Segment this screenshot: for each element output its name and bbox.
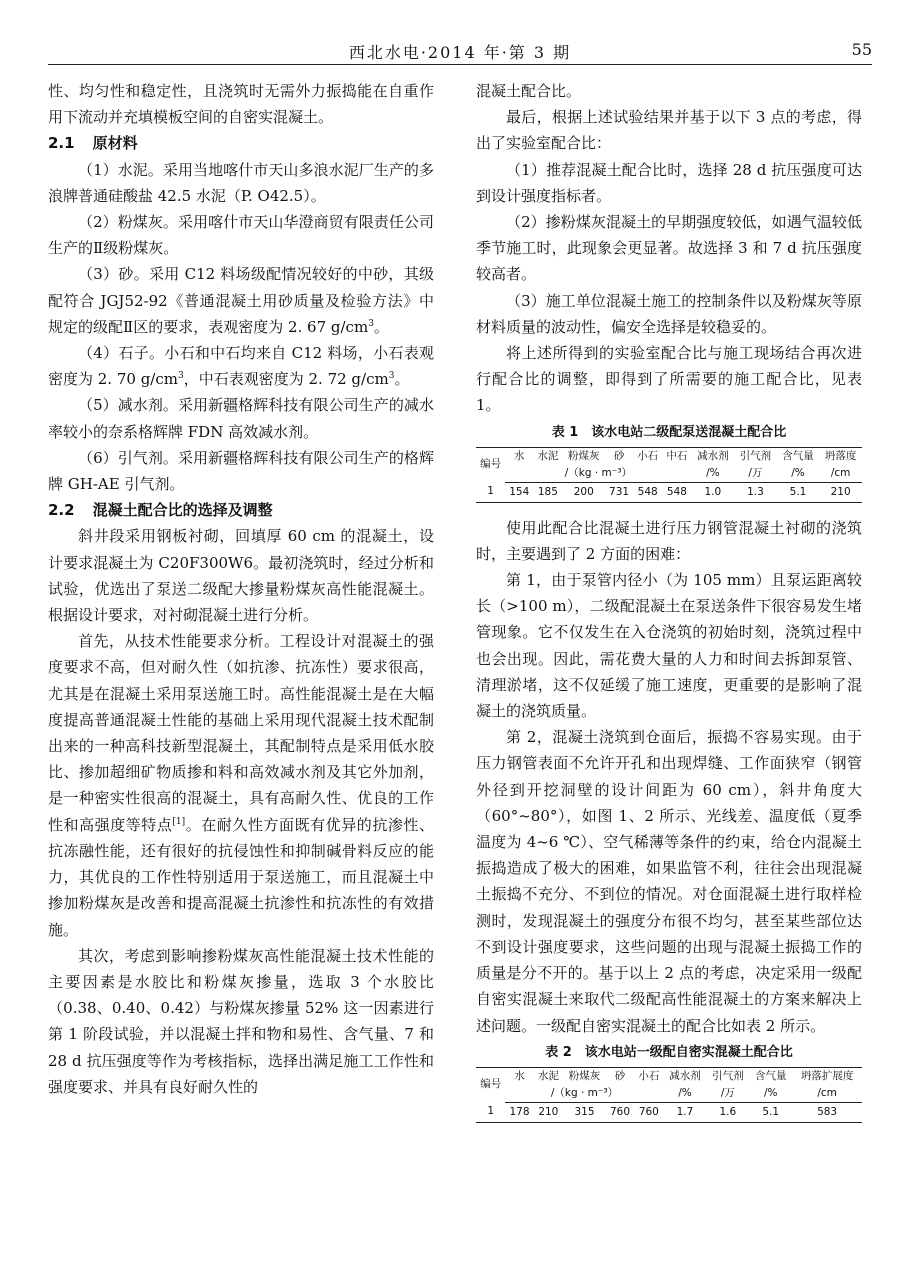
paragraph-text: 首先，从技术性能要求分析。工程设计对混凝土的强度要求不高，但对耐久性（如抗渗、抗冻性）要求很高，尤其是在混凝土采用泵送施工时。高性能混凝土是在大幅度提高普通混凝土性能的基础上采用现代混凝土技术配制出来的一种高科技新型混凝土，其配制特点是采用低水胶比、掺加超细矿物质掺和料和高效减水剂及其它外加剂，是一种密实性很高的混凝土，具有高耐久性、优良的工作性和高强度等特点 — [48, 632, 434, 834]
table-header-cell: 小石 — [634, 1067, 663, 1085]
superscript: 3 — [388, 371, 395, 382]
table-row — [476, 1102, 862, 1122]
table-cell: 583 — [792, 1102, 862, 1122]
table-header-cell: 含气量 — [777, 447, 820, 465]
table-cell: 210 — [819, 482, 862, 502]
paragraph: 将上述所得到的实验室配合比与施工现场结合再次进行配合比的调整，即得到了所需要的施工配合比，见表 1。 — [476, 344, 862, 415]
table-row — [476, 482, 862, 502]
paragraph: 第 1，由于泵管内径小（为 105 mm）且泵运距离较长（>100 m），二级配混凝土在泵送条件下很容易发生堵管现象。它不仅发生在入仓浇筑的初始时刻，浇筑过程中也会出现。因此，需花费大量的人力和时间去拆卸泵管、清理淤堵，这不仅延缓了施工速度，更重要的是影响了混凝土的浇筑质量。 — [476, 571, 862, 721]
table-header-cell: 编号 — [476, 447, 505, 482]
superscript: 3 — [177, 371, 184, 382]
table-caption: 表 1 该水电站二级配泵送混凝土配合比 — [551, 424, 787, 440]
table-unit-cell: /cm — [819, 465, 862, 483]
table-unit-cell: /% — [749, 1085, 792, 1103]
material-text: 。 — [373, 317, 389, 336]
table-cell: 1.7 — [664, 1102, 707, 1122]
material-text: （3）砂。采用 C12 料场级配情况较好的中砂，其级配符合 JGJ52-92《普通混凝土用砂质量及检验方法》中规定的级配Ⅱ区的要求，表观密度为 2. 67 g/cm — [48, 265, 434, 336]
table-cell: 210 — [534, 1102, 563, 1122]
table-header-cell: 粉煤灰 — [562, 447, 605, 465]
table-header-cell: 减水剂 — [692, 447, 735, 465]
table-cell: 315 — [563, 1102, 606, 1122]
journal-title: 西北水电·2014 年·第 3 期 — [348, 43, 572, 62]
left-column — [48, 78, 434, 1100]
paragraph-text: 。在耐久性方面既有优异的抗渗性、抗冻融性能，还有很好的抗侵蚀性和抑制碱骨料反应的能力，其优良的工作性特别适用于泵送施工，而且混凝土中掺加粉煤灰是改善和提高混凝土抗渗性和抗冻性的有效措施。 — [48, 815, 434, 939]
table-header-cell: 坍落扩展度 — [792, 1067, 862, 1085]
paragraph: 性、均匀性和稳定性，且浇筑时无需外力振捣能在自重作用下流动并充填模板空间的自密实混凝土。 — [48, 82, 434, 127]
material-item — [48, 261, 434, 340]
material-text: 。 — [394, 370, 410, 389]
paragraph: 斜井段采用钢板衬砌，回填厚 60 cm 的混凝土，设计要求混凝土为 C20F300W6。最初浇筑时，经过分析和试验，优选出了泵送二级配大掺量粉煤灰高性能混凝土。根据设计要求，对衬砌混凝土进行分析。 — [48, 527, 434, 625]
table-cell: 548 — [633, 482, 662, 502]
table-unit-cell: /% — [692, 465, 735, 483]
table-header-cell: 水泥 — [534, 1067, 563, 1085]
right-column — [476, 78, 862, 1135]
table-header-cell: 坍落度 — [819, 447, 862, 465]
table-unit-cell: /万 — [734, 465, 777, 483]
criterion-item: （2）掺粉煤灰混凝土的早期强度较低，如遇气温较低季节施工时，此现象会更显著。故选择 3 和 7 d 抗压强度较高者。 — [476, 213, 862, 284]
page-number: 55 — [851, 40, 872, 59]
section-number: 2.1 — [48, 134, 75, 153]
table-unit-cell: /% — [664, 1085, 707, 1103]
section-title: 原材料 — [92, 134, 138, 153]
table-unit-cell: /cm — [792, 1085, 862, 1103]
table-cell: 1.3 — [734, 482, 777, 502]
table-cell: 200 — [562, 482, 605, 502]
table-cell: 185 — [533, 482, 562, 502]
table-cell: 760 — [606, 1102, 634, 1122]
table-header-cell: 砂 — [605, 447, 633, 465]
table-cell: 548 — [662, 482, 691, 502]
material-item: （1）水泥。采用当地喀什市天山多浪水泥厂生产的多浪牌普通硅酸盐 42.5 水泥（P. O42.5）。 — [48, 160, 434, 205]
paragraph — [48, 628, 434, 942]
table-header-cell: 中石 — [662, 447, 691, 465]
table-header-cell: 减水剂 — [664, 1067, 707, 1085]
table-caption: 表 2 该水电站一级配自密实混凝土配合比 — [545, 1044, 793, 1060]
table-header-cell: 小石 — [633, 447, 662, 465]
paragraph: 使用此配合比混凝土进行压力钢管混凝土衬砌的浇筑时，主要遇到了 2 方面的困难： — [476, 518, 862, 563]
table-unit-row — [476, 1085, 862, 1103]
section-heading — [48, 130, 434, 156]
paragraph: 第 2，混凝土浇筑到仓面后，振捣不容易实现。由于压力钢管表面不允许开孔和出现焊缝、工作面狭窄（钢管外径到开挖洞壁的设计间距为 60 cm），斜井角度大（60°~80°），如图 1、2 所示、光线差、温度低（夏季温度为 4~6 ℃）、空气稀薄等条件的约束，给仓内混凝土振捣造成了极大的困难，如果监管不利，往往会出现混凝土振捣不充分、不到位的情况。对仓面混凝土进行取样检测时，发现混凝土的强度分布很不均匀，甚至某些部位达不到设计强度要求，这些问题的出现与混凝土振捣工作的质量是分不开的。基于以上 2 点的考虑，决定采用一级配自密实混凝土来取代二级配高性能混凝土的方案来解决上述问题。一级配自密实混凝土的配合比如表 2 所示。 — [476, 728, 862, 1035]
table-unit-cell: /（kg · m⁻³） — [505, 465, 691, 483]
table-cell: 1 — [476, 482, 505, 502]
table-unit-cell: /% — [777, 465, 820, 483]
paragraph: 其次，考虑到影响掺粉煤灰高性能混凝土技术性能的主要因素是水胶比和粉煤灰掺量，选取 3 个水胶比（0.38、0.40、0.42）与粉煤灰掺量 52% 这一因素进行第 1 阶段试验，并以混凝土拌和物和易性、含气量、7 和 28 d 抗压强度等作为考核指标，选择出满足施工工作性和强度要求、并具有良好耐久性的 — [48, 946, 434, 1096]
table-header-cell: 编号 — [476, 1067, 505, 1102]
table-cell: 5.1 — [749, 1102, 792, 1122]
citation[interactable]: [1] — [172, 816, 186, 827]
material-item: （2）粉煤灰。采用喀什市天山华澄商贸有限责任公司生产的Ⅱ级粉煤灰。 — [48, 213, 434, 258]
table-cell: 178 — [505, 1102, 533, 1122]
superscript: 3 — [368, 318, 374, 329]
section-heading — [48, 497, 434, 523]
table-header-cell: 砂 — [606, 1067, 634, 1085]
table-header-cell: 水泥 — [533, 447, 562, 465]
table-unit-row — [476, 465, 862, 483]
table-header-cell: 水 — [505, 1067, 533, 1085]
table-unit-cell: /（kg · m⁻³） — [505, 1085, 663, 1103]
paragraph: 最后，根据上述试验结果并基于以下 3 点的考虑，得出了实验室配合比： — [476, 108, 862, 153]
table-header-row — [476, 1067, 862, 1085]
material-item: （5）减水剂。采用新疆格辉科技有限公司生产的减水率较小的奈系格辉牌 FDN 高效减水剂。 — [48, 396, 434, 441]
running-header — [48, 38, 872, 65]
mix-ratio-table-2 — [476, 1067, 862, 1123]
table-cell: 760 — [634, 1102, 663, 1122]
table-header-cell: 含气量 — [749, 1067, 792, 1085]
table-header-cell: 引气剂 — [734, 447, 777, 465]
table-cell: 1.6 — [706, 1102, 749, 1122]
table-cell: 5.1 — [777, 482, 820, 502]
table-header-cell: 引气剂 — [706, 1067, 749, 1085]
material-text: （4）石子。小石和中石均来自 C12 料场，小石表观密度为 2. 70 g/cm — [48, 344, 434, 389]
table-cell: 154 — [505, 482, 533, 502]
table-unit-cell: /万 — [706, 1085, 749, 1103]
table-cell: 731 — [605, 482, 633, 502]
material-item: （6）引气剂。采用新疆格辉科技有限公司生产的格辉牌 GH-AE 引气剂。 — [48, 448, 434, 494]
paragraph: 混凝土配合比。 — [476, 82, 582, 100]
criterion-item: （3）施工单位混凝土施工的控制条件以及粉煤灰等原材料质量的波动性，偏安全选择是较稳妥的。 — [476, 291, 862, 336]
table-header-row — [476, 447, 862, 465]
table-cell: 1.0 — [692, 482, 735, 502]
section-number: 2.2 — [48, 501, 75, 520]
mix-ratio-table-1 — [476, 447, 862, 503]
material-text: ，中石表观密度为 2. 72 g/cm — [183, 370, 389, 389]
criterion-item: （1）推荐混凝土配合比时，选择 28 d 抗压强度可达到设计强度指标者。 — [476, 160, 862, 205]
table-header-cell: 粉煤灰 — [563, 1067, 606, 1085]
material-item — [48, 340, 434, 392]
table-cell: 1 — [476, 1102, 505, 1122]
section-title: 混凝土配合比的选择及调整 — [92, 501, 273, 520]
table-header-cell: 水 — [505, 447, 533, 465]
